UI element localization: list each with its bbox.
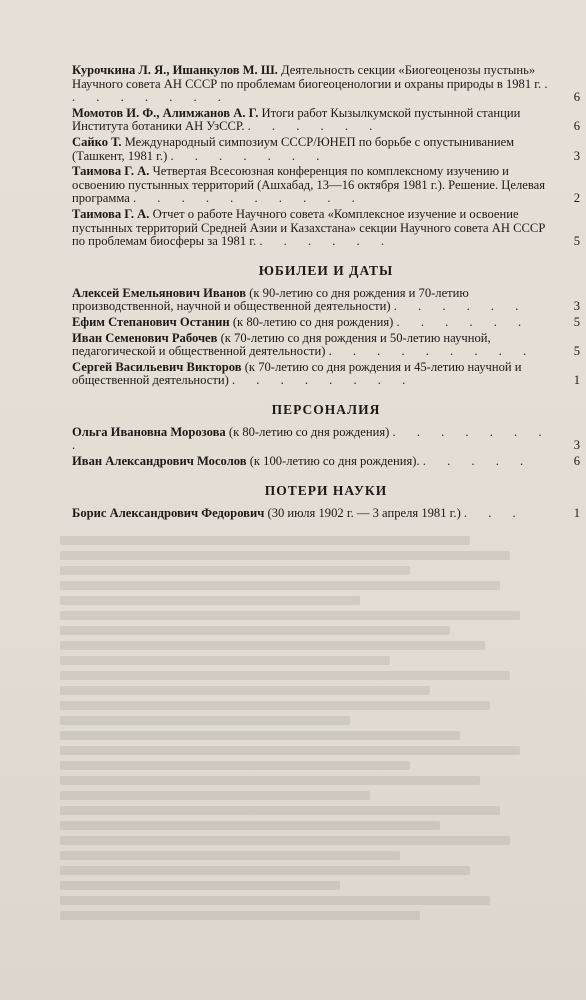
entry-person: Ефим Степанович Останин (72, 314, 230, 329)
entry-title: (30 июля 1902 г. — 3 апреля 1981 г.) (267, 505, 461, 520)
entry-person: Алексей Емельянович Иванов (72, 285, 247, 300)
section-heading-personalia: ПЕРСОНАЛИЯ (271, 401, 381, 417)
entry-title: (к 80-летию со дня рождения) (228, 424, 390, 439)
toc-entry[interactable]: Сергей Васильевич Викторов (к 70-летию со дня рождения и 45-летию научной и общественной деятельности) . . . . . . . . 1 (72, 359, 580, 388)
toc-entry[interactable]: Борис Александрович Федорович (30 июля 1902 г. — 3 апреля 1981 г.) . . . 1 (72, 505, 580, 520)
toc-entry[interactable]: Сайко Т. Международный симпозиум СССР/ЮНЕП по борьбе с опустыниванием (Ташкент, 1981 г.) . . . . . . . 3 (72, 134, 580, 163)
entry-page-number: 6 (573, 454, 580, 469)
entry-title: (к 70-летию со дня рождения и 50-летию научной, педагогической и общественной деятельности) (72, 330, 491, 359)
toc-entry[interactable]: Курочкина Л. Я., Ишанкулов М. Ш. Деятельность секции «Биогеоценозы пустынь» Научного совета АН СССР по проблемам биогеоценологии и охраны природы в 1981 г. . . . . . . . . 6 (72, 63, 580, 105)
entry-page-number: 5 (573, 234, 580, 249)
entry-page-number: 6 (573, 119, 580, 134)
entry-title: Отчет о работе Научного совета «Комплексное изучение и освоение пустынных территорий Средней Азии и Казахстана» секции Научного совета АН СССР по проблемам биосферы за 1981 г. (72, 206, 546, 249)
entry-page-number: 3 (573, 148, 580, 163)
entry-page-number: 1 (573, 373, 580, 388)
entry-author: Сайко Т. (72, 134, 122, 149)
section-heading-jubilees: ЮБИЛЕИ И ДАТЫ (258, 262, 394, 278)
entry-person: Иван Александрович Мосолов (72, 454, 247, 469)
section-heading-losses: ПОТЕРИ НАУКИ (264, 482, 388, 498)
bleed-through-text (60, 530, 560, 950)
entry-author: Курочкина Л. Я., Ишанкулов М. Ш. (72, 63, 278, 77)
entry-author: Таимова Г. А. (72, 164, 150, 179)
entry-title: Деятельность секции «Биогеоценозы пустынь» Научного совета АН СССР по проблемам биогеоценологии и охраны природы в 1981 г. (72, 63, 542, 91)
entry-title: (к 70-летию со дня рождения и 45-летию научной и общественной деятельности) (72, 359, 522, 388)
entry-page-number: 3 (573, 438, 580, 453)
entry-title: Четвертая Всесоюзная конференция по комплексному изучению и освоению пустынных территорий (Ашхабад, 13—16 октября 1981 г.). Решение. Целевая программа (72, 164, 545, 206)
toc-entry[interactable]: Момотов И. Ф., Алимжанов А. Г. Итоги работ Кызылкумской пустынной станции Института ботаники АН УзССР. . . . . . . 6 (72, 105, 580, 134)
entry-person: Иван Семенович Рабочев (72, 330, 218, 345)
table-of-contents (72, 64, 580, 522)
toc-entry[interactable]: Таимова Г. А. Отчет о работе Научного совета «Комплексное изучение и освоение пустынных территорий Средней Азии и Казахстана» секции Научного совета АН СССР по проблемам биосферы за 1981 г. . . . . . . 5 (72, 206, 580, 249)
entry-title: (к 90-летию со дня рождения и 70-летию производственной, научной и общественной деятельности) (72, 285, 469, 314)
entry-page-number: 6 (573, 90, 580, 105)
toc-entry[interactable]: Иван Александрович Мосолов (к 100-летию со дня рождения). . . . . . 6 (72, 454, 580, 469)
toc-entry[interactable]: Алексей Емельянович Иванов (к 90-летию со дня рождения и 70-летию производственной, научной и общественной деятельности) . . . . . . 3 (72, 285, 580, 314)
entry-title: (к 100-летию со дня рождения). (249, 454, 420, 469)
entry-person: Ольга Ивановна Морозова (72, 424, 226, 439)
entry-title: Международный симпозиум СССР/ЮНЕП по борьбе с опустыниванием (Ташкент, 1981 г.) (72, 134, 515, 163)
entry-title: Итоги работ Кызылкумской пустынной станции Института ботаники АН УзССР. (72, 105, 521, 134)
entry-page-number: 2 (573, 191, 580, 206)
entry-person: Борис Александрович Федорович (72, 505, 265, 520)
entry-title: (к 80-летию со дня рождения) (232, 314, 394, 329)
toc-entry[interactable]: Таимова Г. А. Четвертая Всесоюзная конференция по комплексному изучению и освоению пустынных территорий (Ашхабад, 13—16 октября 1981 г.). Решение. Целевая программа . . . . . . . . . . 2 (72, 164, 580, 206)
entry-page-number: 5 (573, 344, 580, 359)
entry-page-number: 3 (573, 299, 580, 314)
entry-page-number: 1 (573, 505, 580, 520)
entry-page-number: 5 (573, 314, 580, 329)
toc-entry[interactable]: Ефим Степанович Останин (к 80-летию со дня рождения) . . . . . . 5 (72, 314, 580, 329)
toc-entry[interactable]: Иван Семенович Рабочев (к 70-летию со дня рождения и 50-летию научной, педагогической и общественной деятельности) . . . . . . . . . 5 (72, 330, 580, 359)
entry-author: Таимова Г. А. (72, 206, 150, 221)
entry-author: Момотов И. Ф., Алимжанов А. Г. (72, 105, 259, 120)
entry-person: Сергей Васильевич Викторов (72, 359, 242, 374)
toc-entry[interactable]: Ольга Ивановна Морозова (к 80-летию со дня рождения) . . . . . . . . 3 (72, 424, 580, 453)
